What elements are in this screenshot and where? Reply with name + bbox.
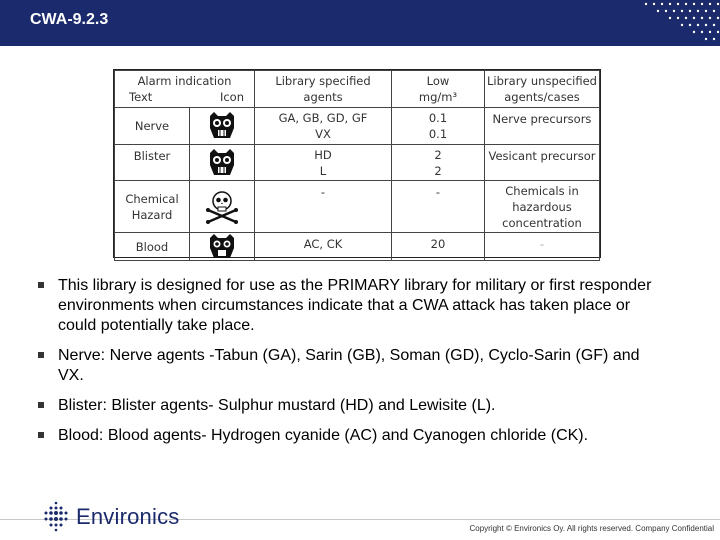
row-nerve-low-line1: 0.1 bbox=[428, 111, 448, 125]
bullet-marker bbox=[38, 402, 44, 408]
bullet-marker bbox=[38, 282, 44, 288]
table-header-row bbox=[115, 71, 600, 108]
row-nerve-unspecified: Nerve precursors bbox=[485, 108, 600, 145]
bullet-marker bbox=[38, 432, 44, 438]
row-blister-unspecified: Vesicant precursor bbox=[485, 145, 600, 181]
header-alarm-indication-label: Alarm indication bbox=[137, 74, 232, 88]
row-nerve-icon-cell bbox=[190, 108, 255, 145]
row-blister-text: Blister bbox=[115, 145, 190, 181]
bullet-item bbox=[38, 346, 658, 386]
title-bar bbox=[0, 0, 720, 46]
header-library-specified bbox=[255, 71, 392, 108]
row-blister-icon-cell bbox=[190, 145, 255, 181]
bullet-list bbox=[38, 276, 658, 456]
copyright-text: Copyright © Environics Oy. All rights reserved. Company Confidential bbox=[469, 524, 714, 533]
row-blister-low-line2: 2 bbox=[434, 163, 442, 178]
row-blood-unspecified: - bbox=[485, 233, 600, 261]
row-blood-text: Blood bbox=[115, 233, 190, 261]
row-chemical-icon-cell bbox=[190, 181, 255, 233]
row-chemical-text-line2: Hazard bbox=[131, 207, 173, 222]
row-blister-low bbox=[392, 145, 485, 181]
header-low-line2: mg/m³ bbox=[418, 90, 458, 104]
dot-pattern-decoration bbox=[640, 0, 720, 46]
row-nerve-agents-line2: VX bbox=[315, 127, 331, 141]
slide-title: CWA-9.2.3 bbox=[30, 11, 109, 28]
row-blister-agents-line1: HD bbox=[314, 147, 332, 162]
row-blood-low: 20 bbox=[392, 233, 485, 261]
row-blister-agents-line2: L bbox=[319, 163, 327, 178]
alarm-table bbox=[113, 69, 601, 258]
bullet-item bbox=[38, 396, 658, 416]
row-blood-icon-cell bbox=[190, 233, 255, 261]
header-low bbox=[392, 71, 485, 108]
row-chemical-low: - bbox=[392, 181, 485, 233]
row-chemical-agents: - bbox=[255, 181, 392, 233]
header-alarm-indication bbox=[115, 71, 255, 108]
row-nerve-low bbox=[392, 108, 485, 145]
logo-text: Environics bbox=[76, 504, 180, 529]
row-chemical-text bbox=[115, 181, 190, 233]
gas-mask-icon bbox=[206, 147, 238, 179]
header-unspecified-line2: agents/cases bbox=[504, 90, 580, 104]
bullet-text: This library is designed for use as the PRIMARY library for military or first responder environments when circumstances indicate that a CWA attack has taken place or could potentially take place. bbox=[58, 277, 652, 334]
bullet-item bbox=[38, 276, 658, 336]
row-chemical-unspecified bbox=[485, 181, 600, 233]
row-nerve-agents-line1: GA, GB, GD, GF bbox=[278, 111, 368, 125]
header-text-label: Text bbox=[129, 90, 153, 104]
logo-dot-grid-icon bbox=[42, 500, 70, 534]
header-unspecified-line1: Library unspecified bbox=[487, 74, 597, 88]
row-nerve-low-line2: 0.1 bbox=[428, 127, 448, 141]
bullet-item bbox=[38, 426, 658, 446]
agents-table bbox=[114, 70, 600, 261]
header-library-specified-line1: Library specified bbox=[275, 74, 371, 88]
environics-logo bbox=[42, 500, 179, 534]
row-nerve-text: Nerve bbox=[115, 108, 190, 145]
row-chemical-unspecified-line3: concentration bbox=[502, 215, 582, 230]
row-nerve-agents bbox=[255, 108, 392, 145]
bullet-marker bbox=[38, 352, 44, 358]
header-low-line1: Low bbox=[426, 74, 450, 88]
table-row-blister bbox=[115, 145, 600, 181]
skull-crossbones-icon bbox=[204, 190, 240, 224]
row-chemical-unspecified-line2: hazardous bbox=[512, 199, 572, 214]
bullet-text: Blood: Blood agents- Hydrogen cyanide (AC) and Cyanogen chloride (CK). bbox=[58, 427, 589, 444]
table-row-blood bbox=[115, 233, 600, 261]
row-chemical-unspecified-line1: Chemicals in bbox=[505, 183, 579, 198]
bullet-text: Blister: Blister agents- Sulphur mustard (HD) and Lewisite (L). bbox=[58, 397, 496, 414]
gas-mask-icon bbox=[206, 110, 238, 142]
header-icon-label: Icon bbox=[219, 90, 244, 104]
row-blister-agents bbox=[255, 145, 392, 181]
header-library-unspecified bbox=[485, 71, 600, 108]
table-row-nerve bbox=[115, 108, 600, 145]
gas-mask-icon bbox=[206, 234, 238, 260]
header-library-specified-line2: agents bbox=[303, 90, 343, 104]
bullet-text: Nerve: Nerve agents -Tabun (GA), Sarin (GB), Soman (GD), Cyclo-Sarin (GF) and VX. bbox=[58, 347, 640, 384]
row-chemical-text-line1: Chemical bbox=[125, 191, 179, 206]
row-blood-agents: AC, CK bbox=[255, 233, 392, 261]
table-row-chemical-hazard bbox=[115, 181, 600, 233]
row-blister-low-line1: 2 bbox=[434, 147, 442, 162]
